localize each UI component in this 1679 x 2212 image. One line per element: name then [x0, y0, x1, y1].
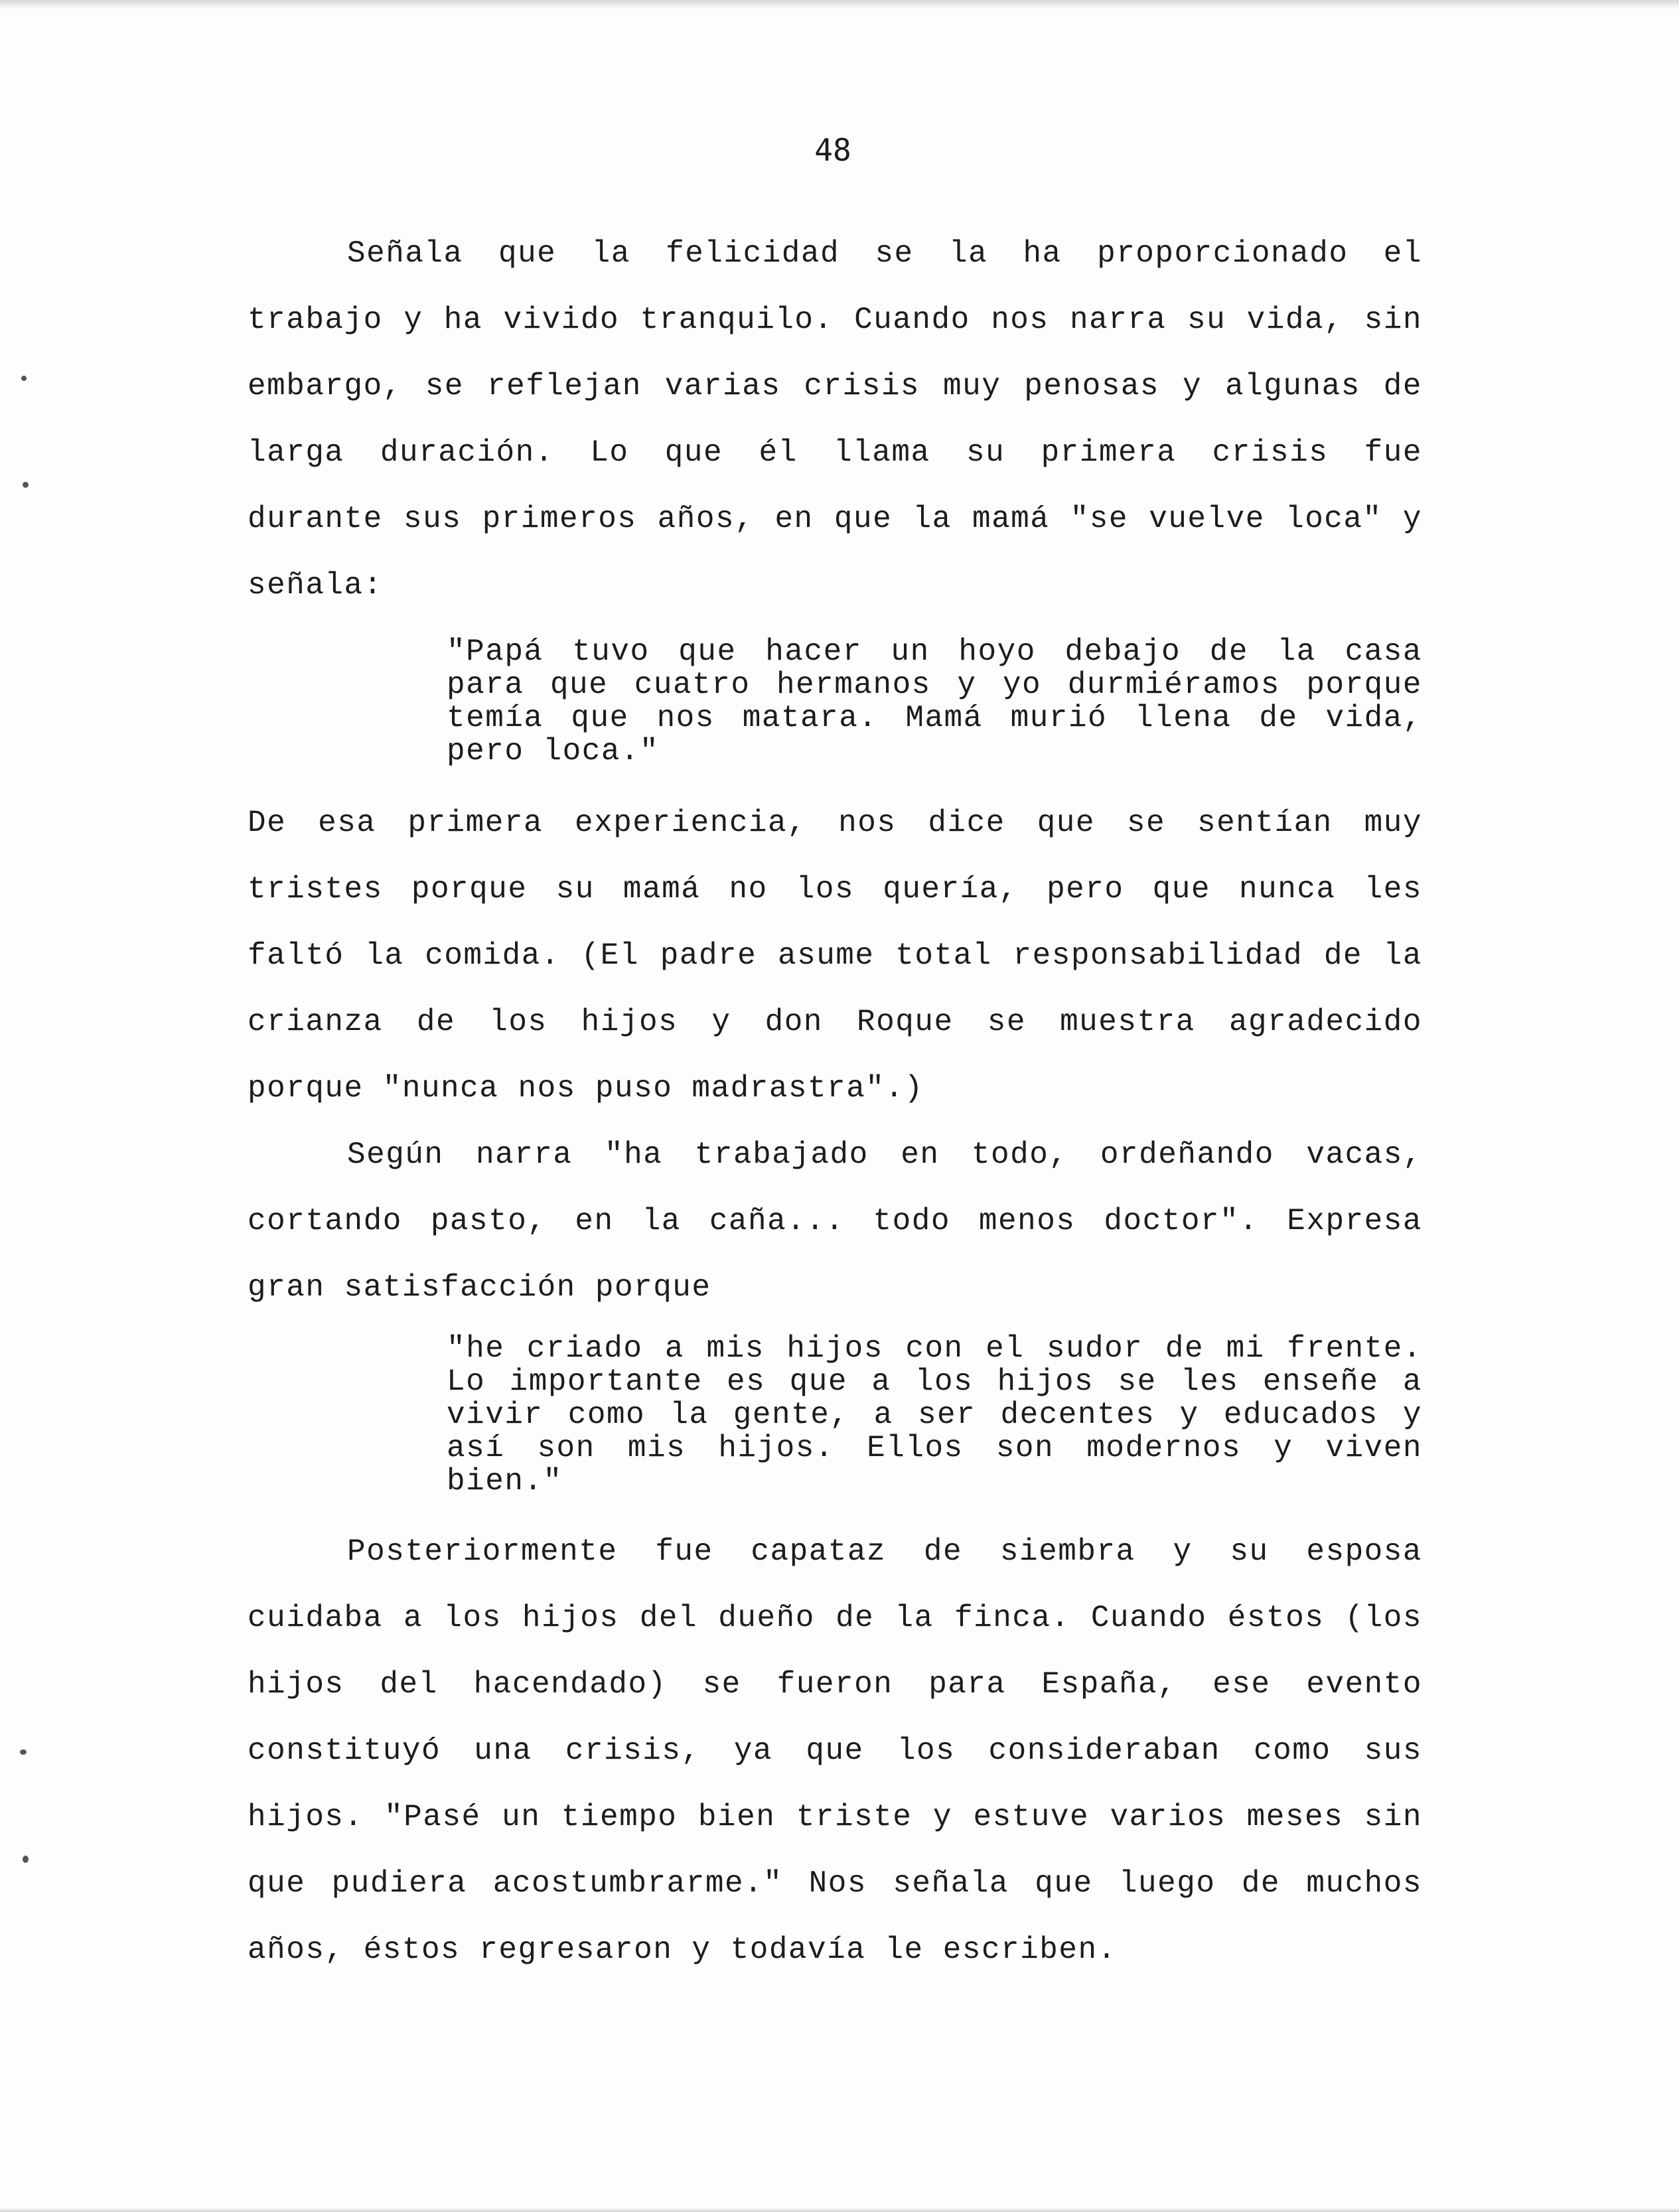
paragraph-4: Posteriormente fue capataz de siembra y su esposa cuidaba a los hijos del dueño de la finca. Cuando éstos (los hijos del hacendado) se fueron para España, ese evento constituyó una crisis, ya que los consideraban como sus hijos. "Pasé un tiempo bien triste y estuve varios meses sin que pudiera acostumbrarme." Nos señala que luego de muchos años, éstos regresaron y todavía le escriben. — [248, 1534, 1422, 1967]
scan-speck — [23, 482, 29, 488]
paragraph-2: De esa primera experiencia, nos dice que se sentían muy tristes porque su mamá no los quería, pero que nunca les faltó la comida. (El padre asume total responsabilidad de la crianza de los hijos y don Roque se muestra agradecido porque "nunca nos puso madrastra".) — [248, 806, 1422, 1106]
page-number: 48 — [814, 132, 851, 168]
block-quote-1: "Papá tuvo que hacer un hoyo debajo de la casa para que cuatro hermanos y yo durmiéramos porque temía que nos matara. Mamá murió llena de vida, pero loca." — [447, 634, 1422, 769]
scan-edge-top — [0, 0, 1679, 9]
scan-speck — [23, 1856, 29, 1863]
scan-speck — [21, 376, 27, 381]
paragraph-1: Señala que la felicidad se la ha proporcionado el trabajo y ha vivido tranquilo. Cuando nos narra su vida, sin embargo, se reflejan varias crisis muy penosas y algunas de larga duración. Lo que él llama su primera crisis fue durante sus primeros años, en que la mamá "se vuelve loca" y señala: — [248, 236, 1422, 603]
block-quote-2: "he criado a mis hijos con el sudor de mi frente. Lo importante es que a los hijos se les enseñe a vivir como la gente, a ser decentes y educados y así son mis hijos. Ellos son modernos y viven bien." — [447, 1331, 1422, 1499]
scan-speck — [20, 1749, 27, 1755]
paragraph-3: Según narra "ha trabajado en todo, ordeñando vacas, cortando pasto, en la caña... todo menos doctor". Expresa gran satisfacción porque — [248, 1138, 1422, 1305]
scan-edge-bottom — [0, 2208, 1679, 2212]
